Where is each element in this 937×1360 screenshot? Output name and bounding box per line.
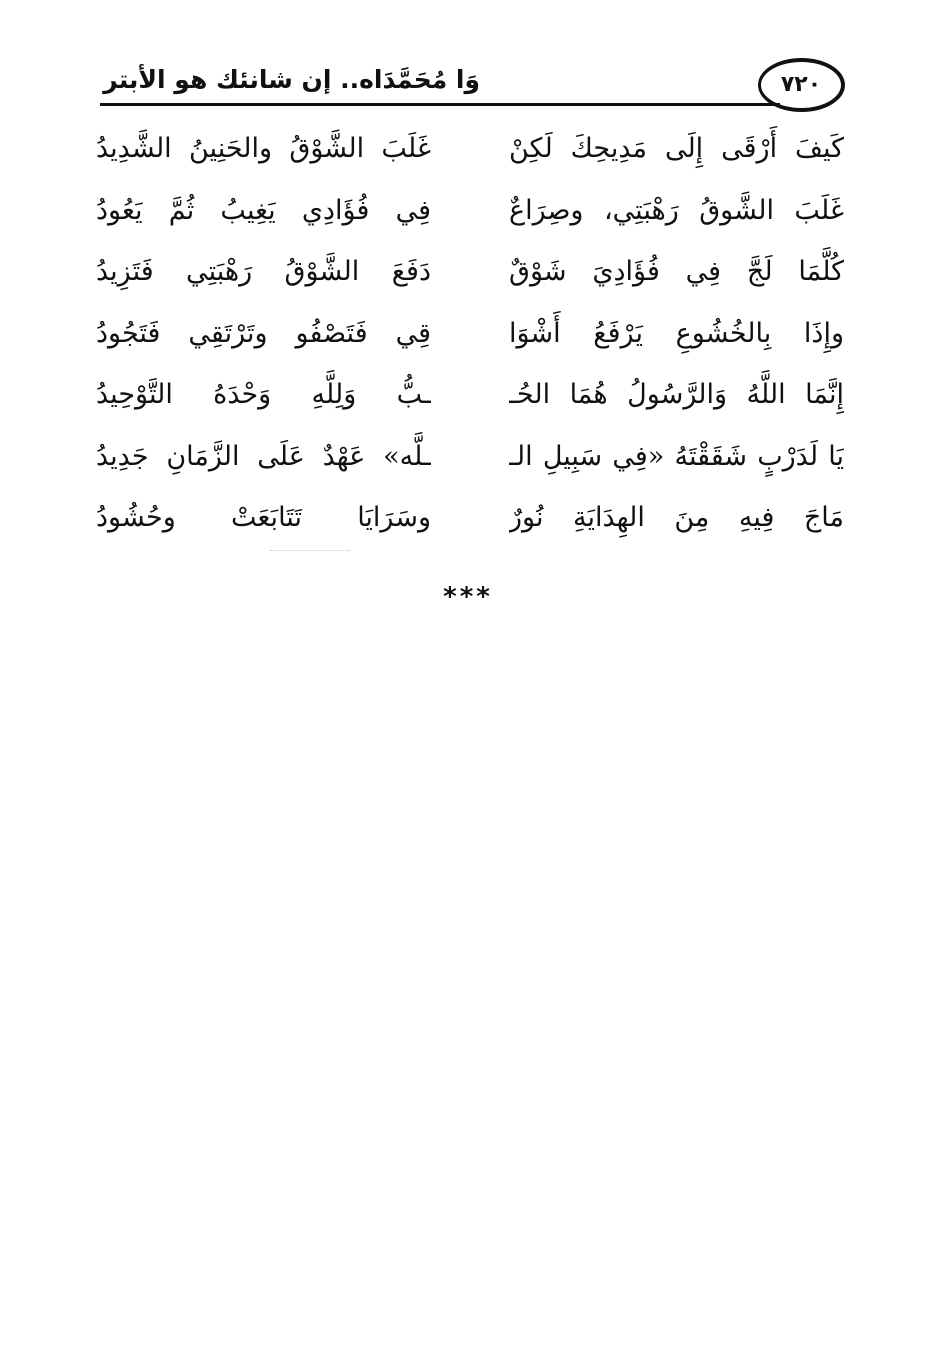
- verse-first-hemistich: مَاجَ فِيهِ مِنَ الهِدَايَةِ نُورٌ: [509, 502, 844, 533]
- verse-first-hemistich: يَا لَدَرْبٍ شَقَقْتَهُ «فِي سَبِيلِ الـ: [509, 440, 844, 472]
- running-title: وَا مُحَمَّدَاه.. إن شانئك هو الأبتر: [103, 65, 480, 94]
- verse: [96, 180, 844, 242]
- verse: [96, 303, 844, 365]
- verse: [96, 118, 844, 180]
- verse-second-hemistich: وسَرَايَا تَتَابَعَتْ وحُشُودُ: [96, 502, 431, 533]
- verse-first-hemistich: كُلَّمَا لَجَّ فِي فُؤَادِيَ شَوْقٌ: [509, 256, 844, 287]
- verse: [96, 241, 844, 303]
- scan-artifact-dots: [270, 550, 350, 553]
- page-number-badge: [758, 58, 845, 112]
- verse-second-hemistich: فِي فُؤَادِي يَغِيبُ ثُمَّ يَعُودُ: [96, 194, 431, 226]
- page-header: [100, 52, 845, 110]
- poem: [96, 118, 844, 549]
- verse-second-hemistich: ـلَّه» عَهْدٌ عَلَى الزَّمَانِ جَدِيدُ: [96, 440, 431, 472]
- verse: [96, 364, 844, 426]
- verse: [96, 487, 844, 549]
- verse-second-hemistich: غَلَبَ الشَّوْقُ والحَنِينُ الشَّدِيدُ: [96, 133, 431, 164]
- header-rule: [100, 103, 780, 106]
- verse-second-hemistich: قِي فَتَصْفُو وتَرْتَقِي فَتَجُودُ: [96, 317, 431, 349]
- verse-first-hemistich: غَلَبَ الشَّوقُ رَهْبَتِي، وصِرَاعٌ: [509, 194, 844, 226]
- verse-second-hemistich: دَفَعَ الشَّوْقُ رَهْبَتِي فَتَزِيدُ: [96, 256, 431, 287]
- verse-first-hemistich: وإِذَا بِالخُشُوعِ يَرْفَعُ أَشْوَا: [509, 317, 844, 349]
- verse-second-hemistich: ـبُّ وَلِلَّهِ وَحْدَهُ التَّوْحِيدُ: [96, 379, 431, 410]
- verse-first-hemistich: إِنَّمَا اللَّهُ وَالرَّسُولُ هُمَا الحُـ: [509, 379, 844, 410]
- verse-first-hemistich: كَيفَ أَرْقَى إِلَى مَدِيحِكَ لَكِنْ: [509, 133, 844, 164]
- verse: [96, 426, 844, 488]
- page-number: ٧٢٠: [780, 72, 822, 97]
- section-separator: ***: [443, 582, 493, 612]
